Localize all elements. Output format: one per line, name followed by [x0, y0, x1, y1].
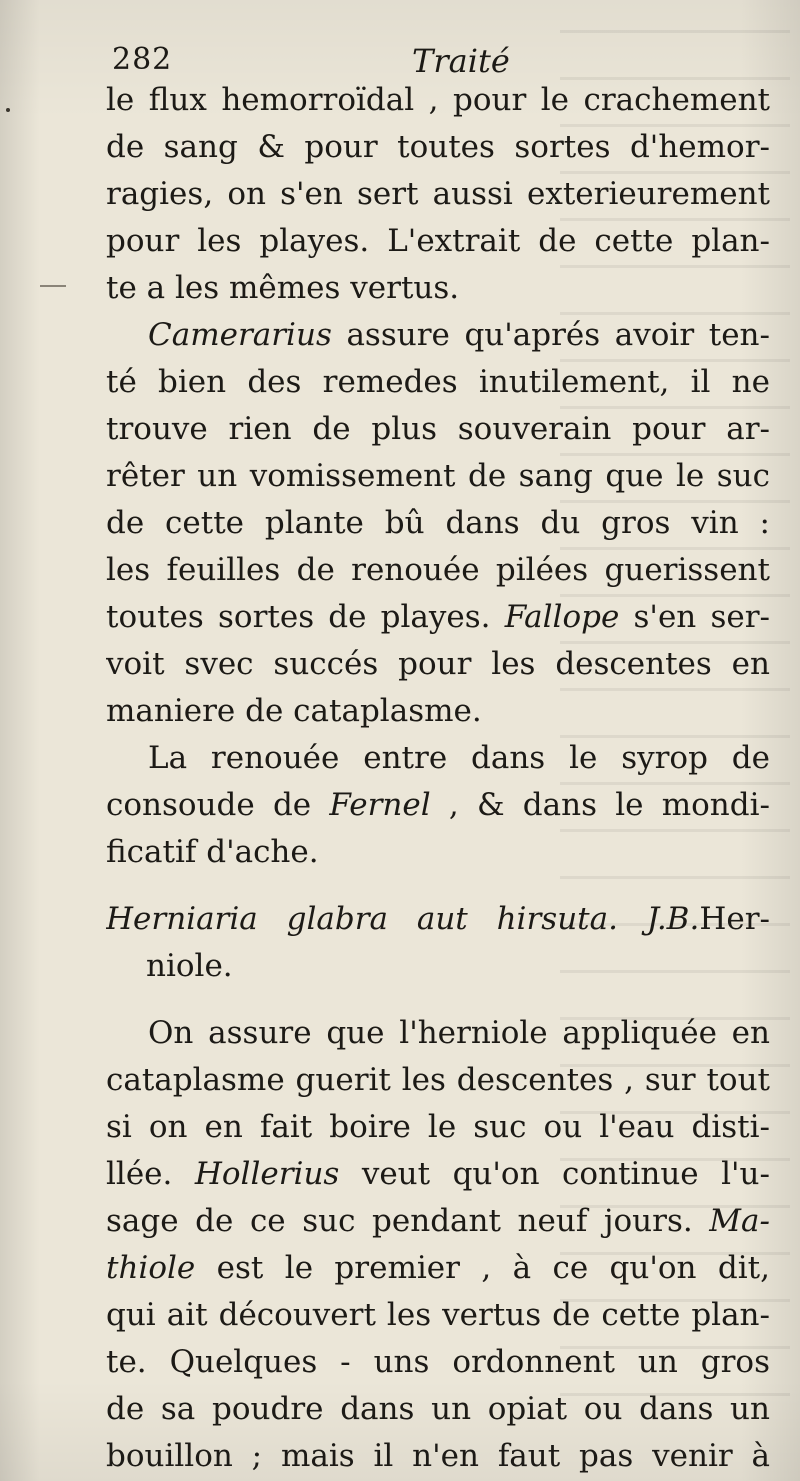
text-line-17: ficatif d'ache. — [106, 834, 319, 870]
plant-latin-name: Herniaria glabra aut hirsuta. J.B. — [106, 901, 700, 937]
text-line-23: llée. Hollerius veut qu'on continue l'u- — [106, 1156, 770, 1192]
text-line-20: On assure que l'herniole appliquée en — [148, 1015, 770, 1051]
margin-dash — [40, 285, 66, 287]
text-line-11: les feuilles de renouée pilées guerissent — [106, 552, 770, 588]
text-line-7: té bien des remedes inutilement, il ne — [106, 364, 770, 400]
running-title: Traité — [412, 42, 510, 80]
text-line-8: trouve rien de plus souverain pour ar- — [106, 411, 770, 447]
text-line-2: de sang & pour toutes sortes d'hemor- — [106, 129, 770, 165]
text-line-13: voit svec succés pour les descentes en — [106, 646, 770, 682]
section-heading-line-2: niole. — [146, 948, 233, 984]
text-line-28: de sa poudre dans un opiat ou dans un — [106, 1391, 770, 1427]
page-number: 282 — [112, 42, 173, 77]
text-line-9: rêter un vomissement de sang que le suc — [106, 458, 770, 494]
text-line-21: cataplasme guerit les descentes , sur tout — [106, 1062, 770, 1098]
text-line-16: consoude de Fernel , & dans le mondi- — [106, 787, 770, 823]
body-text — [106, 77, 770, 1480]
text-line-25: thiole est le premier , à ce qu'on dit, — [106, 1250, 770, 1286]
edge-speck — [6, 108, 10, 112]
section-heading-line-1: Herniaria glabra aut hirsuta. J.B.Her- — [106, 901, 770, 937]
text-line-6: Camerarius assure qu'aprés avoir ten- — [148, 317, 770, 353]
text-line-15: La renouée entre dans le syrop de — [148, 740, 770, 776]
page-header — [112, 42, 512, 82]
text-line-14: maniere de cataplasme. — [106, 693, 482, 729]
author-name: Ma- — [709, 1203, 770, 1239]
text-line-24: sage de ce suc pendant neuf jours. Ma- — [106, 1203, 770, 1239]
author-name: Camerarius — [148, 317, 332, 353]
author-name: thiole — [106, 1250, 196, 1286]
text-line-10: de cette plante bû dans du gros vin : — [106, 505, 770, 541]
text-line-12: toutes sortes de playes. Fallope s'en ser- — [106, 599, 770, 635]
text-line-22: si on en fait boire le suc ou l'eau disti- — [106, 1109, 770, 1145]
text-line-1: le flux hemorroïdal , pour le crachement — [106, 82, 770, 118]
author-name: Fernel — [329, 787, 431, 823]
author-name: Fallope — [504, 599, 620, 635]
text-line-3: ragies, on s'en sert aussi exterieurement — [106, 176, 770, 212]
text-line-5: te a les mêmes vertus. — [106, 270, 460, 306]
author-name: Hollerius — [194, 1156, 340, 1192]
text-line-29: bouillon ; mais il n'en faut pas venir à — [106, 1438, 770, 1474]
text-line-4: pour les playes. L'extrait de cette plan- — [106, 223, 770, 259]
text-line-27: te. Quelques - uns ordonnent un gros — [106, 1344, 770, 1380]
text-line-26: qui ait découvert les vertus de cette plan- — [106, 1297, 770, 1333]
